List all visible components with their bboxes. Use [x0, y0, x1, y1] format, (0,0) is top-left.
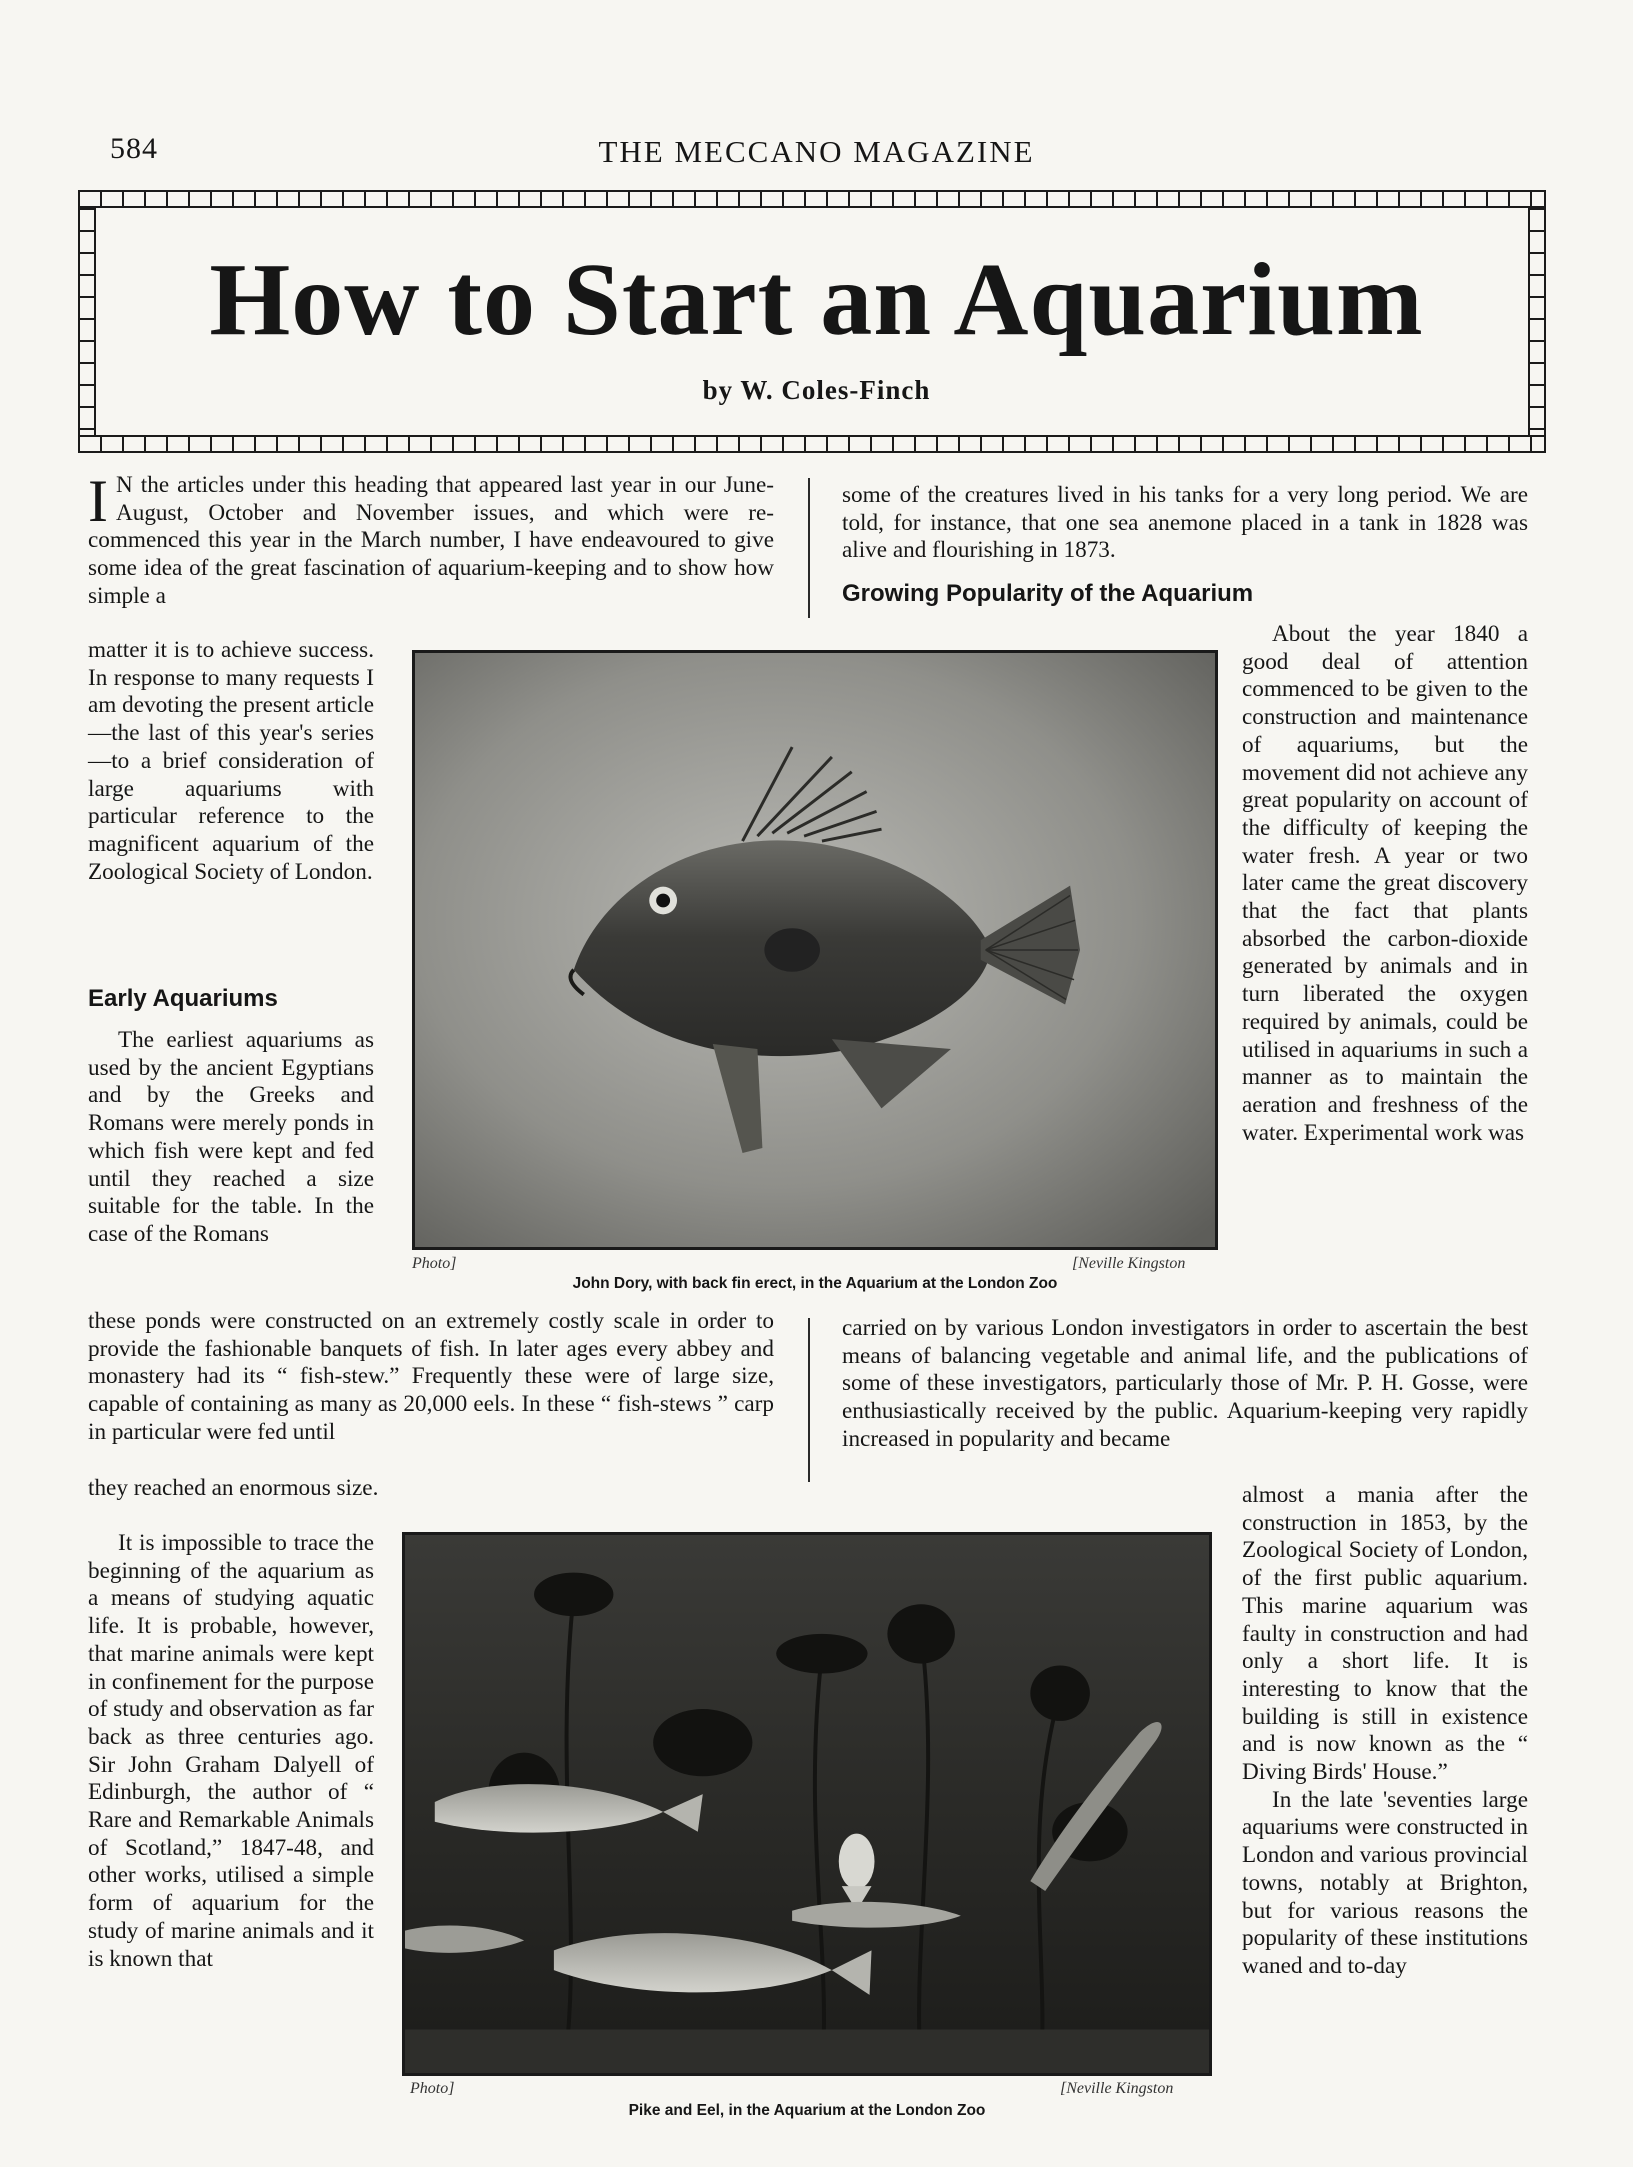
- popularity-narrow2-text: almost a mania after the construction in 1853, by the Zoological Society of London, of the first public aquarium. This marine aquarium was faulty in construction and had only a short life. It is interesting to know that the building is still in existence and is now known as the “ Diving Birds' House.”: [1242, 1482, 1528, 1786]
- photo1-credit-left: Photo]: [412, 1255, 457, 1272]
- right-top: [842, 482, 1528, 565]
- column-rule-middle: [808, 1318, 810, 1482]
- early-narrow-text: The earliest aquariums as used by the ancient Egyptians and by the Greeks and Romans were merely ponds in which fish were kept and fed until they reached a size suitable for the table. In the case of the Romans: [88, 1027, 374, 1247]
- early-para2: [88, 1530, 374, 1973]
- early-after: [88, 1475, 388, 1503]
- photo2-credit-right: [Neville Kingston: [1060, 2080, 1174, 2097]
- popularity-narrow2: [1242, 1482, 1528, 1981]
- right-top-text: some of the creatures lived in his tanks for a very long period. We are told, for instance, that one sea anemone placed in a tank in 1828 was alive and flourishing in 1873.: [842, 482, 1528, 564]
- popularity-narrow-text: About the year 1840 a good deal of attention commenced to be given to the construction and maintenance of aquariums, but the movement did not achieve any great popularity on account of the difficulty of keeping the water fresh. A year or two later came the great discovery that the fact that plants absorbed the carbon-dioxide generated by animals and in turn liberated the oxygen required by animals, could be utilised in aquariums in such a manner as to maintain the aeration and freshness of the water. Experimental work was: [1242, 621, 1528, 1146]
- page-number: 584: [110, 132, 158, 165]
- intro-lead-text: N the articles under this heading that appeared last year in our June-August, October and November issues, and which were re-commenced this year in the March number, I have endeavoured to give some idea of the great fascination of aquarium-keeping and to show how simple a: [88, 472, 774, 609]
- intro-narrow: [88, 637, 374, 886]
- popularity-wide: [842, 1315, 1528, 1454]
- popularity-wide-text: carried on by various London investigators in order to ascertain the best means of balancing vegetable and animal life, and the publications of some of these investigators, particularly those of Mr. P. H. Gosse, were enthusiastically received by the public. Aquarium-keeping very rapidly increased in popularity and became: [842, 1315, 1528, 1452]
- border-top: [78, 190, 1546, 208]
- early-narrow: [88, 1027, 374, 1249]
- pike-and-eel-illustration: [405, 1535, 1209, 2073]
- early-para2-text: It is impossible to trace the beginning of the aquarium as a means of studying aquatic life. It is probable, however, that marine animals were kept in confinement for the purpose of study and observation as far back as three centuries ago. Sir John Graham Dalyell of Edinburgh, the author of “ Rare and Remarkable Animals of Scotland,” 1847-48, and other works, utilised a simple form of aquarium for the study of marine animals and it is known that: [88, 1530, 374, 1972]
- intro-lead: [88, 468, 774, 611]
- drop-cap: I: [88, 468, 108, 534]
- popularity-narrow: [1242, 621, 1528, 1147]
- photo2-credit-left: Photo]: [410, 2080, 455, 2097]
- column-rule-top: [808, 478, 810, 618]
- popularity-para2-text: In the late 'seventies large aquariums were constructed in London and various provincial towns, notably at Brighton, but for various reasons the popularity of these institutions waned and to-day: [1242, 1786, 1528, 1979]
- early-wide: [88, 1308, 774, 1447]
- early-wide-text: these ponds were constructed on an extremely costly scale in order to provide the fashionable banquets of fish. In later ages every abbey and monastery had its “ fish-stew.” Frequently these were of large size, capable of containing as many as 20,000 eels. In these “ fish-stews ” carp in particular were fed until: [88, 1308, 774, 1445]
- photo-pike-and-eel: [402, 1532, 1212, 2076]
- early-after-text: they reached an enormous size.: [88, 1475, 379, 1501]
- article-title: How to Start an Aquarium: [209, 242, 1424, 357]
- magazine-masthead: THE MECCANO MAGAZINE: [598, 134, 1035, 169]
- heading-growing-popularity: Growing Popularity of the Aquarium: [842, 580, 1254, 607]
- border-bottom: [78, 435, 1546, 453]
- intro-narrow-text: matter it is to achieve success. In response to many requests I am devoting the present article—the last of this year's series—to a brief consideration of large aquariums with particular reference to the magnificent aquarium of the Zoological Society of London.: [88, 637, 374, 885]
- photo1-credit-right: [Neville Kingston: [1072, 1255, 1186, 1272]
- article-byline: by W. Coles-Finch: [702, 375, 931, 405]
- heading-early-aquariums: Early Aquariums: [88, 985, 278, 1012]
- photo1-caption: John Dory, with back fin erect, in the Aquarium at the London Zoo: [572, 1275, 1058, 1292]
- photo-john-dory: [412, 650, 1218, 1250]
- john-dory-illustration: [415, 653, 1215, 1247]
- photo2-caption: Pike and Eel, in the Aquarium at the London Zoo: [628, 2102, 986, 2119]
